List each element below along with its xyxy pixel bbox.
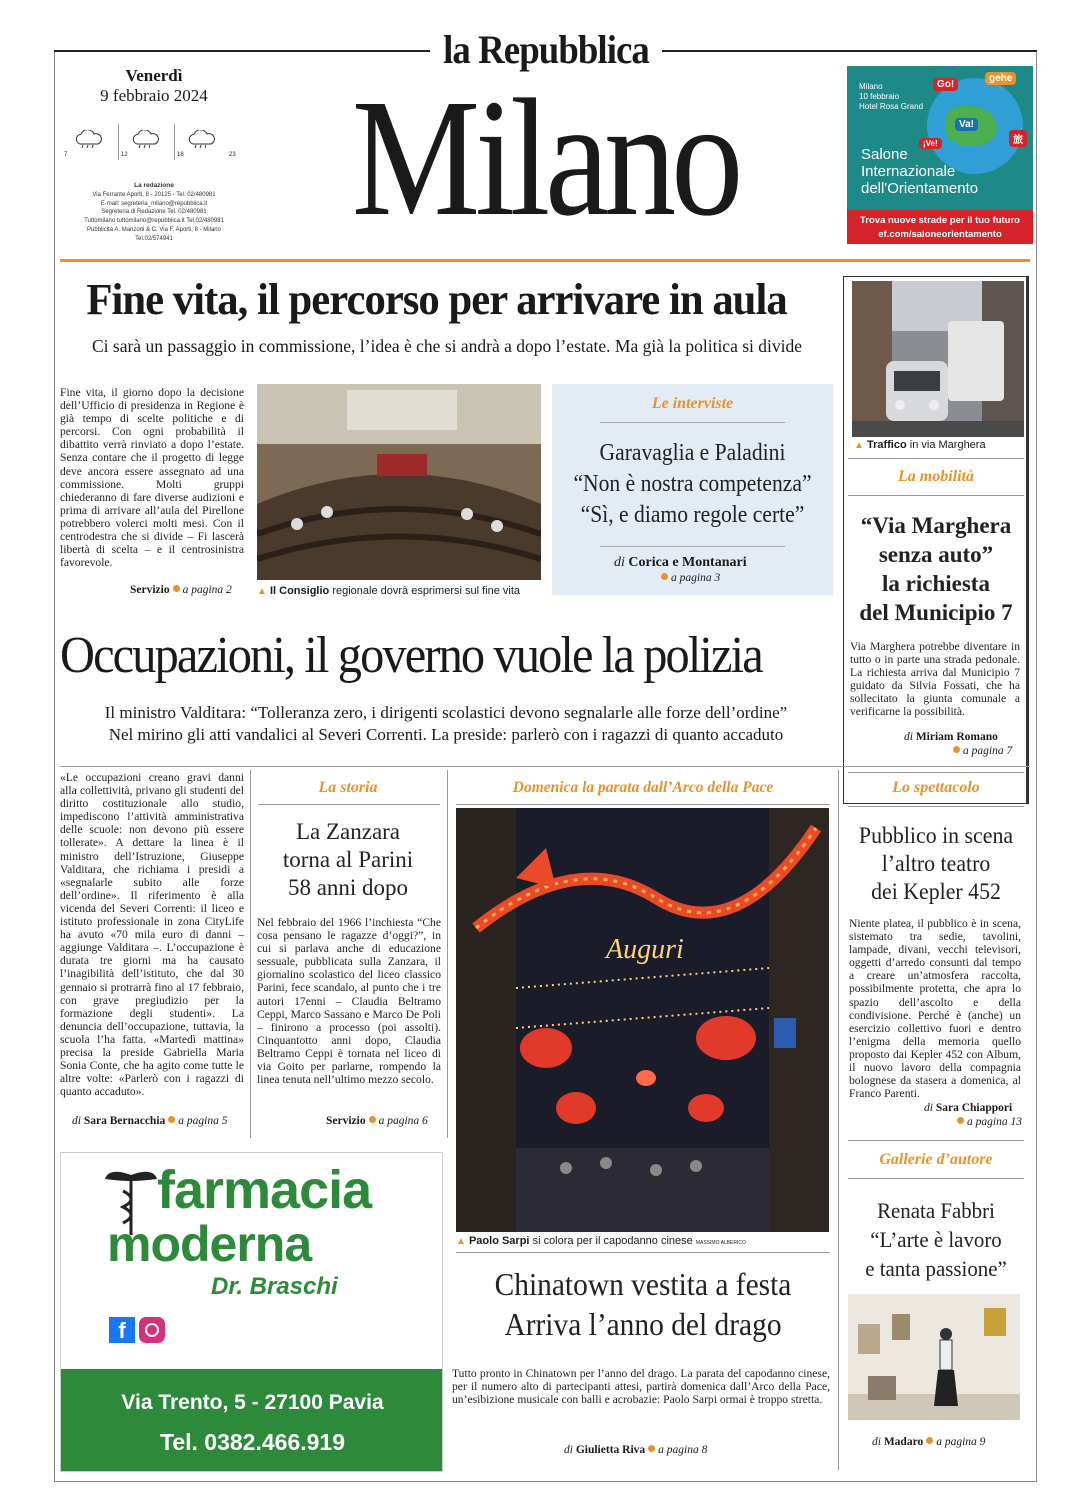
ad-title [861, 146, 978, 197]
gallerie-title[interactable] [850, 1196, 1023, 1283]
gallery-room-image [848, 1294, 1020, 1420]
ad-farmacia-line2: moderna [107, 1216, 312, 1272]
traffico-photo [852, 281, 1024, 437]
chinatown-title-line: Arriva l’anno del drago [504, 1306, 782, 1342]
caption-text: regionale dovrà esprimersi sul fine vita [332, 585, 521, 597]
sig-prefix: di [72, 1115, 81, 1127]
mobilita-title-line: del Municipio 7 [859, 600, 1013, 625]
second-headline[interactable]: Occupazioni, il governo vuole la polizia [60, 627, 762, 684]
masthead-rule-left [54, 50, 430, 52]
mobilita-title-line: “Via Marghera [860, 513, 1012, 538]
weather-slot [62, 124, 118, 160]
gallerie-signature [872, 1436, 985, 1448]
street-traffic-image [852, 281, 1024, 437]
redazione-line: Tuttomilano tuttomilano@repubblica.it Tel.02/480981 [84, 218, 224, 225]
ad-event-venue: Hotel Rosa Grand [859, 102, 924, 111]
lead-signature [130, 584, 232, 596]
page-link[interactable]: a pagina 9 [936, 1436, 986, 1448]
chinatown-title[interactable] [467, 1264, 818, 1344]
ad-cta-text: Trova nuove strade per il tuo futuro [860, 215, 1020, 226]
consiglio-caption: ▲ Il Consiglio regionale dovrà esprimersi sul fine vita [257, 585, 521, 597]
council-chamber-image [257, 384, 541, 580]
redazione-line: E-mail: segreteria_milano@repubblica.it [100, 200, 208, 207]
redazione-line: Tel.02/574941 [135, 235, 173, 242]
ad-farmacia-address: Via Trento, 5 - 27100 Pavia [121, 1391, 384, 1414]
ad-event-city: Milano [859, 82, 883, 91]
spettacolo-body: Niente platea, il pubblico è in scena, sistemato tra sedie, tavolini, lampade, divani, vecchi televisori, oggetti d’arredo consunti dal tempo a creare un’atmosfera raccolta, possibilmente protetta, che apra lo spazio dell’ascolto e della condivisione. Perché è (anche) un esercizio collettivo fuori e dentro l’enigma della memoria quello proposto dai Kepler 452 con Album, il nuovo lavoro della compagnia bolognese da stasera a domenica, al Franco Parenti. [849, 917, 1021, 1101]
gallery-photo [848, 1294, 1020, 1420]
redazione-line: Via Ferrante Aporti, 8 - 20125 - Tel. 02/480981 [92, 191, 216, 198]
auguri-sign: Auguri [606, 934, 684, 965]
ad-farmacia-moderna[interactable] [60, 1152, 443, 1472]
rule [456, 804, 830, 805]
page-link[interactable]: a pagina 3 [671, 572, 721, 584]
interviste-title-line: “Sì, e diamo regole certe” [580, 502, 805, 528]
ad-salone-orientamento[interactable] [847, 66, 1033, 244]
sig-author: Miriam Romano [915, 731, 998, 743]
sig-author: Corica e Montanari [628, 555, 747, 570]
chinatown-body: Tutto pronto in Chinatown per l’anno del drago. La parata del capodanno cinese, per il numero alto di partecipanti attesi, partirà domenica dall’Arco della Pace, un’esibizione musicale con balli e acrobazie: Paolo Sarpi ormai è troppo stretta. [452, 1367, 830, 1407]
storia-title-line: torna al Parini [282, 847, 414, 872]
sig-prefix: di [872, 1436, 881, 1448]
weather-time: 7 [64, 152, 68, 158]
rule [848, 458, 1024, 459]
photo-credit: MASSIMO ALBERICO [695, 1240, 746, 1246]
rule [848, 806, 1024, 807]
speech-bubble: Va! [955, 118, 978, 131]
storia-title[interactable] [255, 818, 441, 902]
consiglio-photo [257, 384, 541, 580]
weather-time: 12 [121, 152, 128, 158]
page-link[interactable]: a pagina 8 [658, 1444, 708, 1456]
mobilita-title-line: la richiesta [882, 571, 990, 596]
storia-body: Nel febbraio del 1966 l’inchiesta “Che cosa pensano le ragazze d’oggi?”, in cui si parlava anche di educazione sessuale, pubblicata sulla Zanzara, il giornalino scolastico del liceo classico Parini, fece scandalo, al punto che i tre autori 17enni – Claudia Beltramo Ceppi, Marco Sassano e Marco De Poli – finirono a processo (poi assolti). Cinquantotto anni dopo, Claudia Beltramo Ceppi è tornata nel liceo di via Goito per parlarne, rompendo la linea tenuta nell’ultimo mezzo secolo. [257, 916, 441, 1087]
redazione-info [66, 182, 242, 244]
page-link[interactable]: a pagina 13 [967, 1116, 1022, 1128]
sig-author: Sara Bernacchia [83, 1115, 166, 1127]
interviste-page[interactable] [658, 572, 720, 584]
interviste-title-line: “Non è nostra competenza” [573, 471, 812, 497]
ad-title-line: Salone [861, 146, 908, 163]
weekday: Venerdì [125, 66, 183, 85]
dateline [66, 66, 242, 106]
ad-farmacia-line1: farmacia [157, 1160, 372, 1220]
sig-prefix: di [564, 1444, 573, 1456]
speech-bubble: gehe [985, 72, 1016, 85]
caption-bold: Il Consiglio [269, 585, 330, 597]
redazione-line: Segreteria di Redazione Tel. 02/480981 [101, 209, 207, 216]
second-body: «Le occupazioni creano gravi danni alla collettività, privano gli studenti del diritto costituzionale allo studio, impediscono l’attività amministrativa delle scuole: non devono più essere tollerate». A dettare la linea è il ministro dell’Istruzione, Giuseppe Valditara, che richiama i presidi a «segnalarle subito alle forze dell’ordine». Il riferimento è alla vicenda del Severi Correnti: il liceo e istituto professionale in zona CityLife ha avuto «70 mila euro di danni – aggiunge Valditara –. L’occupazione è durata tre giorni ma ha causato l’inagibilità dell’istituto, che dal 30 gennaio si protrarrà fino al 17 febbraio, con grave pregiudizio per la formazione degli studenti». La denuncia dell’occupazione, tuttavia, la scuola l’ha fatta. «Martedì mattina» precisa la preside Gabriella Maria Sonia Conte, che ha agito come tutte le altre volte: «Parlerò con i ragazzi di quanto accaduto». [60, 771, 244, 1099]
weather-time: 23 [229, 152, 236, 158]
rain-cloud-icon [187, 130, 217, 148]
page-link[interactable]: a pagina 5 [178, 1115, 228, 1127]
mobilita-body: Via Marghera potrebbe diventare in tutto o in parte una strada pedonale. La richiesta arriva dal Municipio 7 guidato da Silvia Fossati, che ha sollecitato la giunta comunale a verificarne la possibilità. [850, 640, 1020, 719]
rule [600, 546, 785, 547]
lead-headline[interactable]: Fine vita, il percorso per arrivare in aula [86, 275, 787, 324]
sig-author: Sara Chiappori [935, 1102, 1013, 1114]
second-subhead-1: Il ministro Valditara: “Tolleranza zero, i dirigenti scolastici devono segnalarle alle forze dell’ordine” [104, 703, 788, 722]
lead-body: Fine vita, il giorno dopo la decisione dell’Ufficio di presidenza in Regione è già tempo di scelte politiche e di percorsi. Con ogni probabilità il dibattito verrà rinviato a dopo l’estate. Senza contare che il progetto di legge deve ancora essere assegnato ad una commissione. Molti gruppi chiederanno di fare diverse audizioni e prima di arrivare all’aula del Pirellone potrebbero volerci molti mesi. Con il centrodestra che si divide – Fi lascerà libertà di scelta – e il centrosinistra favorevole. [60, 386, 244, 570]
ad-farmacia-band [61, 1369, 443, 1472]
chinatown-title-line: Chinatown vestita a festa [494, 1266, 792, 1302]
ad-farmacia-doctor: Dr. Braschi [211, 1273, 338, 1300]
ad-title-line: dell'Orientamento [861, 180, 979, 197]
spettacolo-page[interactable] [954, 1116, 1022, 1128]
column-rule [250, 770, 251, 1138]
rule [258, 804, 440, 805]
sig-author: Giulietta Riva [575, 1444, 646, 1456]
speech-bubble: ¡Ve! [919, 138, 942, 149]
caption-text: in via Marghera [909, 439, 986, 451]
rule [456, 1252, 830, 1253]
chinatown-photo [456, 808, 829, 1232]
rule [848, 1140, 1024, 1141]
gallerie-title-line: “L’arte è lavoro [870, 1227, 1002, 1252]
instagram-icon[interactable] [139, 1317, 165, 1343]
sig-author: Servizio [130, 584, 170, 596]
interviste-title-line: Garavaglia e Paladini [599, 440, 786, 466]
storia-title-line: 58 anni dopo [287, 875, 409, 900]
sig-author: Madaro [883, 1436, 924, 1448]
sig-prefix: di [904, 731, 913, 743]
redazione-line: Pubblicità A. Manzoni & C. Via F. Aporti, 8 - Milano [87, 226, 221, 233]
sig-prefix: di [614, 555, 625, 570]
date: 9 febbraio 2024 [100, 86, 208, 105]
redazione-title: La redazione [134, 182, 174, 189]
rule [60, 766, 1030, 767]
brand-name: la Repubblica [443, 27, 649, 72]
rule [848, 495, 1024, 496]
weather-time: 18 [177, 152, 184, 158]
ad-farmacia-phone[interactable]: Tel. 0382.466.919 [160, 1429, 345, 1455]
ad-title-line: Internazionale [861, 163, 956, 180]
speech-bubble: Go! [933, 78, 958, 91]
rule [848, 772, 1024, 773]
weather-slot [174, 124, 236, 160]
caption-text: si colora per il capodanno cinese [532, 1235, 693, 1247]
spettacolo-title-line: dei Kepler 452 [871, 879, 1001, 904]
speech-bubble: 旅 [1009, 130, 1027, 147]
facebook-icon[interactable]: f [109, 1317, 135, 1343]
interviste-kicker: Le interviste [651, 395, 734, 412]
rain-cloud-icon [74, 130, 104, 148]
page-link[interactable]: a pagina 2 [182, 584, 232, 596]
page-link[interactable]: a pagina 6 [378, 1115, 428, 1127]
second-signature [72, 1115, 227, 1127]
mobilita-signature [904, 731, 998, 743]
lanterns-street-image [456, 808, 829, 1232]
section-divider [60, 259, 1030, 262]
mobilita-title-line: senza auto” [878, 542, 994, 567]
gallerie-title-line: e tanta passione” [865, 1256, 1007, 1281]
sig-author: Servizio [326, 1115, 366, 1127]
ad-event-date: 10 febbraio [859, 92, 900, 101]
interviste-signature [614, 555, 747, 571]
sig-prefix: di [924, 1102, 933, 1114]
second-subhead-2: Nel mirino gli atti vandalici al Severi Correnti. La preside: parlerò con i ragazzi di quanto accaduto [108, 725, 784, 744]
chinatown-caption: ▲ Paolo Sarpi si colora per il capodanno cinese MASSIMO ALBERICO [456, 1235, 746, 1247]
gallerie-title-line: Renata Fabbri [877, 1198, 995, 1223]
city-masthead: Milano [351, 65, 739, 251]
chinatown-kicker: Domenica la parata dall’Arco della Pace [512, 779, 774, 796]
page-link[interactable]: a pagina 7 [963, 745, 1013, 757]
column-rule [447, 770, 448, 1138]
mobilita-kicker: La mobilità [898, 468, 974, 485]
traffico-caption: ▲ Traffico in via Marghera [854, 439, 986, 451]
column-rule [838, 770, 839, 1470]
masthead-rule-right [662, 50, 1037, 52]
ad-cta-url: ef.com/saloneorientamento [878, 229, 1002, 240]
weather-strip [62, 124, 246, 160]
caption-bold: Traffico [866, 439, 907, 451]
spettacolo-title-line: Pubblico in scena [858, 823, 1014, 848]
weather-slot [118, 124, 174, 160]
storia-kicker: La storia [318, 779, 378, 796]
ad-event-info [859, 82, 923, 112]
interviste-title [566, 438, 819, 531]
lead-subhead: Ci sarà un passaggio in commissione, l’idea è che si andrà a dopo l’estate. Ma già la politica si divide [91, 336, 802, 356]
mobilita-title[interactable] [845, 511, 1027, 627]
gallerie-kicker: Gallerie d’autore [879, 1151, 993, 1168]
chinatown-signature [564, 1444, 707, 1456]
caption-bold: Paolo Sarpi [468, 1235, 530, 1247]
spettacolo-signature [924, 1102, 1012, 1114]
mobilita-page[interactable] [950, 745, 1012, 757]
spettacolo-kicker: Lo spettacolo [892, 779, 980, 796]
ad-cta-band [847, 210, 1033, 244]
spettacolo-title[interactable] [850, 822, 1023, 906]
storia-title-line: La Zanzara [295, 819, 401, 844]
storia-signature [326, 1115, 428, 1127]
rule [600, 422, 785, 423]
rule [848, 1178, 1024, 1179]
spettacolo-title-line: l’altro teatro [881, 851, 991, 876]
rain-cloud-icon [131, 130, 161, 148]
